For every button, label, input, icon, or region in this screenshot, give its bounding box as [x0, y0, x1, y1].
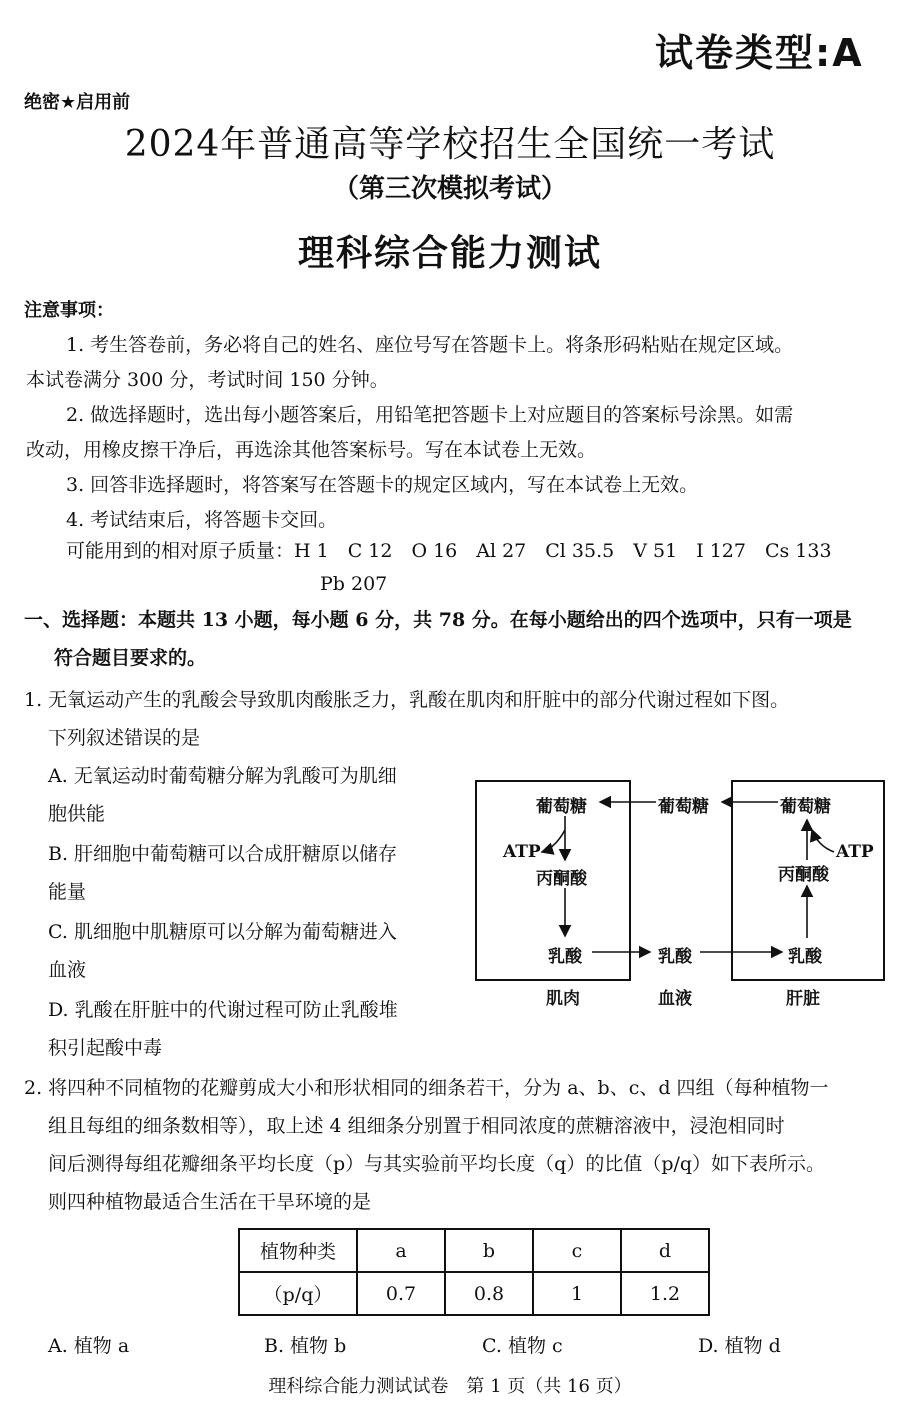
q1-option-d-line1: D. 乳酸在肝脏中的代谢过程可防止乳酸堆 [48, 999, 398, 1021]
arrow-muscle-atp [542, 830, 565, 852]
blood-caption: 血液 [658, 989, 692, 1009]
q1-stem-line1: 1. 无氧运动产生的乳酸会导致肌肉酸胀乏力，乳酸在肌肉和肝脏中的部分代谢过程如下图。 [24, 689, 790, 711]
table-cell: 0.7 [357, 1272, 445, 1315]
q2-option-c: C. 植物 c [482, 1335, 563, 1357]
liver-glucose-label: 葡萄糖 [780, 797, 831, 817]
notice-item-3: 3. 回答非选择题时，将答案写在答题卡的规定区域内，写在本试卷上无效。 [66, 474, 699, 496]
paper-type: 试卷类型:A [655, 31, 864, 75]
table-header-row [239, 1229, 709, 1272]
notice-title: 注意事项： [24, 300, 114, 321]
q2-stem-line4: 则四种植物最适合生活在干旱环境的是 [48, 1191, 372, 1213]
arrow-liver-atp [812, 830, 834, 852]
q2-option-a: A. 植物 a [48, 1335, 130, 1357]
muscle-caption: 肌肉 [546, 989, 580, 1009]
table-cell: b [445, 1229, 533, 1272]
atomic-mass-line1: 可能用到的相对原子质量：H 1 C 12 O 16 Al 27 Cl 35.5 V 51 I 127 Cs 133 [66, 540, 832, 562]
q1-option-b-line1: B. 肝细胞中葡萄糖可以合成肝糖原以储存 [48, 843, 398, 865]
table-cell: a [357, 1229, 445, 1272]
muscle-glucose-label: 葡萄糖 [536, 797, 587, 817]
table-cell: c [533, 1229, 621, 1272]
liver-atp-label: ATP [836, 842, 874, 862]
notice-item-2-line1: 2. 做选择题时，选出每小题答案后，用铅笔把答题卡上对应题目的答案标号涂黑。如需 [66, 404, 794, 426]
secret-mark: 绝密★启用前 [24, 92, 131, 113]
liver-caption: 肝脏 [786, 989, 820, 1009]
exam-title: 2024年普通高等学校招生全国统一考试 [124, 124, 776, 165]
q2-option-b: B. 植物 b [264, 1335, 347, 1357]
blood-lactate-label: 乳酸 [658, 947, 692, 967]
q2-stem-line1: 2. 将四种不同植物的花瓣剪成大小和形状相同的细条若干，分为 a、b、c、d 四组（每种植物一 [24, 1077, 829, 1099]
muscle-pyruvate-label: 丙酮酸 [536, 869, 587, 889]
table-cell: （p/q） [239, 1272, 357, 1315]
q1-option-c-line2: 血液 [48, 959, 87, 981]
section1-heading-line2: 符合题目要求的。 [54, 647, 207, 669]
notice-item-4: 4. 考试结束后，将答题卡交回。 [66, 509, 338, 531]
q1-option-b-line2: 能量 [48, 881, 87, 903]
atomic-mass-line2: Pb 207 [320, 573, 388, 595]
blood-glucose-label: 葡萄糖 [658, 797, 709, 817]
muscle-lactate-label: 乳酸 [548, 947, 582, 967]
table-cell: 0.8 [445, 1272, 533, 1315]
q1-option-a-line1: A. 无氧运动时葡萄糖分解为乳酸可为肌细 [48, 765, 397, 787]
subject-title: 理科综合能力测试 [297, 233, 602, 274]
liver-lactate-label: 乳酸 [788, 947, 822, 967]
q1-option-d-line2: 积引起酸中毒 [48, 1037, 163, 1059]
section1-heading-line1: 一、选择题：本题共 13 小题，每小题 6 分，共 78 分。在每小题给出的四个选项中，只有一项是 [24, 609, 852, 631]
q2-stem-line3: 间后测得每组花瓣细条平均长度（p）与其实验前平均长度（q）的比值（p/q）如下表所示。 [48, 1153, 826, 1175]
q2-stem-line2: 组且每组的细条数相等），取上述 4 组细条分别置于相同浓度的蔗糖溶液中，浸泡相同时 [48, 1115, 785, 1137]
q1-stem-line2: 下列叙述错误的是 [48, 727, 201, 749]
page-footer: 理科综合能力测试试卷 第 1 页（共 16 页） [268, 1376, 632, 1397]
muscle-atp-label: ATP [503, 842, 541, 862]
pq-table [238, 1228, 710, 1316]
exam-subtitle: （第三次模拟考试） [332, 174, 567, 204]
q2-option-d: D. 植物 d [698, 1335, 781, 1357]
table-cell: 植物种类 [239, 1229, 357, 1272]
liver-pyruvate-label: 丙酮酸 [778, 865, 829, 885]
notice-item-1-line2: 本试卷满分 300 分，考试时间 150 分钟。 [26, 369, 389, 391]
table-cell: 1 [533, 1272, 621, 1315]
notice-item-1-line1: 1. 考生答卷前，务必将自己的姓名、座位号写在答题卡上。将条形码粘贴在规定区域。 [66, 334, 794, 356]
q1-option-a-line2: 胞供能 [48, 803, 106, 825]
table-cell: d [621, 1229, 709, 1272]
q1-option-c-line1: C. 肌细胞中肌糖原可以分解为葡萄糖进入 [48, 921, 397, 943]
table-row [239, 1272, 709, 1315]
table-cell: 1.2 [621, 1272, 709, 1315]
notice-item-2-line2: 改动，用橡皮擦干净后，再选涂其他答案标号。写在本试卷上无效。 [26, 439, 597, 461]
